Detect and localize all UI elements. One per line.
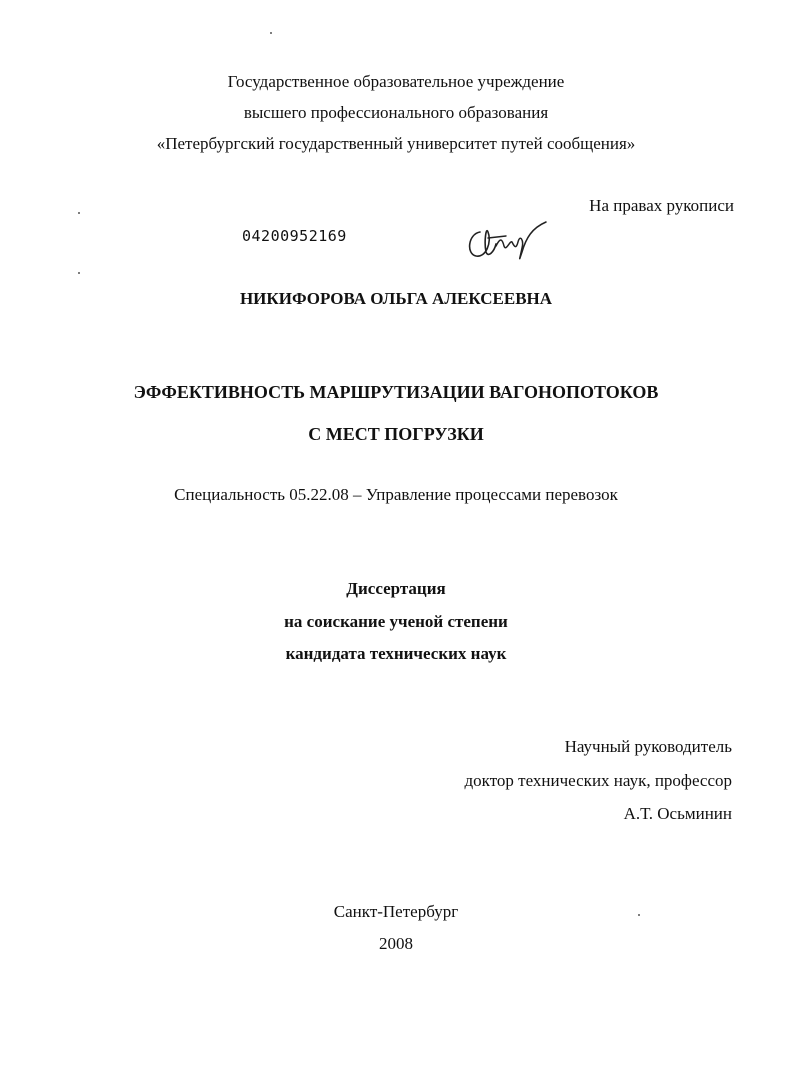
scan-speck bbox=[638, 914, 640, 916]
supervisor-name: А.Т. Осьминин bbox=[623, 804, 732, 823]
scan-speck bbox=[78, 212, 80, 214]
institution-line-3: «Петербургский государственный университет путей сообщения» bbox=[156, 134, 636, 153]
author-name: НИКИФОРОВА ОЛЬГА АЛЕКСЕЕВНА bbox=[239, 289, 553, 308]
registry-number: 04200952169 bbox=[242, 227, 347, 245]
supervisor-credentials: доктор технических наук, профессор bbox=[464, 771, 732, 790]
footer-year: 2008 bbox=[379, 934, 413, 953]
supervisor-role: Научный руководитель bbox=[564, 737, 732, 756]
institution-line-2: высшего профессионального образования bbox=[243, 103, 549, 122]
degree-line-3: кандидата технических наук bbox=[285, 644, 507, 663]
scan-speck bbox=[78, 272, 80, 274]
scan-speck bbox=[270, 32, 272, 34]
degree-line-2: на соискание ученой степени bbox=[284, 612, 508, 631]
footer-city: Санкт-Петербург bbox=[333, 902, 459, 921]
title-line-1: ЭФФЕКТИВНОСТЬ МАРШРУТИЗАЦИИ ВАГОНОПОТОКОВ bbox=[133, 382, 659, 402]
signature-icon bbox=[462, 212, 558, 264]
specialty: Специальность 05.22.08 – Управление процессами перевозок bbox=[174, 485, 618, 504]
title-line-2: С МЕСТ ПОГРУЗКИ bbox=[308, 424, 484, 444]
degree-line-1: Диссертация bbox=[346, 579, 446, 598]
manuscript-note: На правах рукописи bbox=[589, 196, 734, 215]
institution-line-1: Государственное образовательное учреждение bbox=[227, 72, 565, 91]
